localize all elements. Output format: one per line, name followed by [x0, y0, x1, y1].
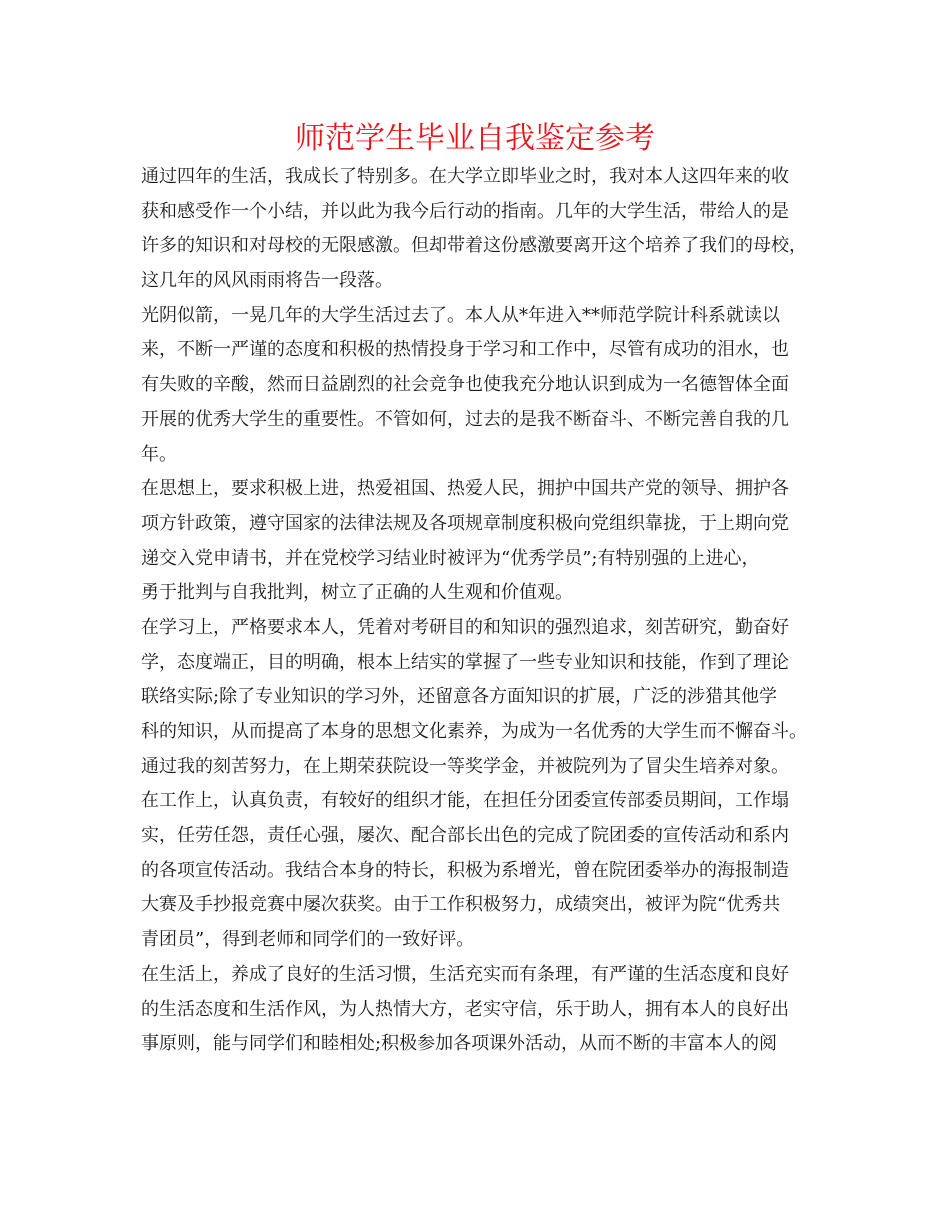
- text-line: 的各项宣传活动。我结合本身的特长，积极为系增光，曾在院团委举办的海报制造: [141, 859, 789, 881]
- text-line: 学，态度端正，目的明确，根本上结实的掌握了一些专业知识和技能，作到了理论: [141, 651, 789, 673]
- text-line: 科的知识，从而提高了本身的思想文化素养，为成为一名优秀的大学生而不懈奋斗。: [141, 721, 807, 742]
- text-line: 青团员”，得到老师和同学们的一致好评。: [141, 929, 475, 951]
- text-line: 开展的优秀大学生的重要性。不管如何，过去的是我不断奋斗、不断完善自我的几: [141, 408, 789, 430]
- text-line: 通过我的刻苦努力，在上期荣获院设一等奖学金，并被院列为了冒尖生培养对象。: [141, 755, 789, 777]
- document-body: [141, 160, 821, 1062]
- text-line: 的生活态度和生活作风，为人热情大方，老实守信，乐于助人，拥有本人的良好出: [141, 998, 789, 1020]
- text-line: 许多的知识和对母校的无限感激。但却带着这份感激要离开这个培养了我们的母校，: [141, 235, 807, 257]
- text-line: 实，任劳任怨，责任心强，屡次、配合部长出色的完成了院团委的宣传活动和系内: [141, 825, 789, 847]
- text-line: 来，不断一严谨的态度和积极的热情投身于学习和工作中，尽管有成功的泪水，也: [141, 339, 789, 361]
- text-line: 勇于批判与自我批判，树立了正确的人生观和价值观。: [141, 582, 573, 604]
- text-line: 光阴似箭，一晃几年的大学生活过去了。本人从*年进入**师范学院计科系就读以: [141, 304, 780, 326]
- text-line: 这几年的风风雨雨将告一段落。: [141, 270, 393, 292]
- text-line: 在工作上，认真负责，有较好的组织才能，在担任分团委宣传部委员期间，工作塌: [141, 790, 789, 812]
- text-line: 大赛及手抄报竞赛中屡次获奖。由于工作积极努力，成绩突出，被评为院“优秀共: [141, 894, 781, 916]
- text-line: 递交入党申请书，并在党校学习结业时被评为“优秀学员”;有特别强的上进心，: [141, 547, 760, 569]
- text-line: 在学习上，严格要求本人，凭着对考研目的和知识的强烈追求，刻苦研究，勤奋好: [141, 616, 789, 638]
- text-line: 联络实际;除了专业知识的学习外，还留意各方面知识的扩展，广泛的涉猎其他学: [141, 686, 778, 708]
- text-line: 事原则，能与同学们和睦相处;积极参加各项课外活动，从而不断的丰富本人的阅: [141, 1033, 778, 1055]
- text-line: 获和感受作一个小结，并以此为我今后行动的指南。几年的大学生活，带给人的是: [141, 200, 789, 222]
- text-line: 在思想上，要求积极上进，热爱祖国、热爱人民，拥护中国共产党的领导、拥护各: [141, 478, 789, 500]
- text-line: 通过四年的生活，我成长了特别多。在大学立即毕业之时，我对本人这四年来的收: [141, 166, 789, 187]
- text-line: 年。: [141, 443, 177, 465]
- document-title: 师范学生毕业自我鉴定参考: [295, 121, 655, 156]
- text-line: 在生活上，养成了良好的生活习惯，生活充实而有条理，有严谨的生活态度和良好: [141, 963, 789, 985]
- text-line: 有失败的辛酸，然而日益剧烈的社会竞争也使我充分地认识到成为一名德智体全面: [141, 374, 789, 396]
- text-line: 项方针政策，遵守国家的法律法规及各项规章制度积极向党组织靠拢，于上期向党: [141, 512, 789, 534]
